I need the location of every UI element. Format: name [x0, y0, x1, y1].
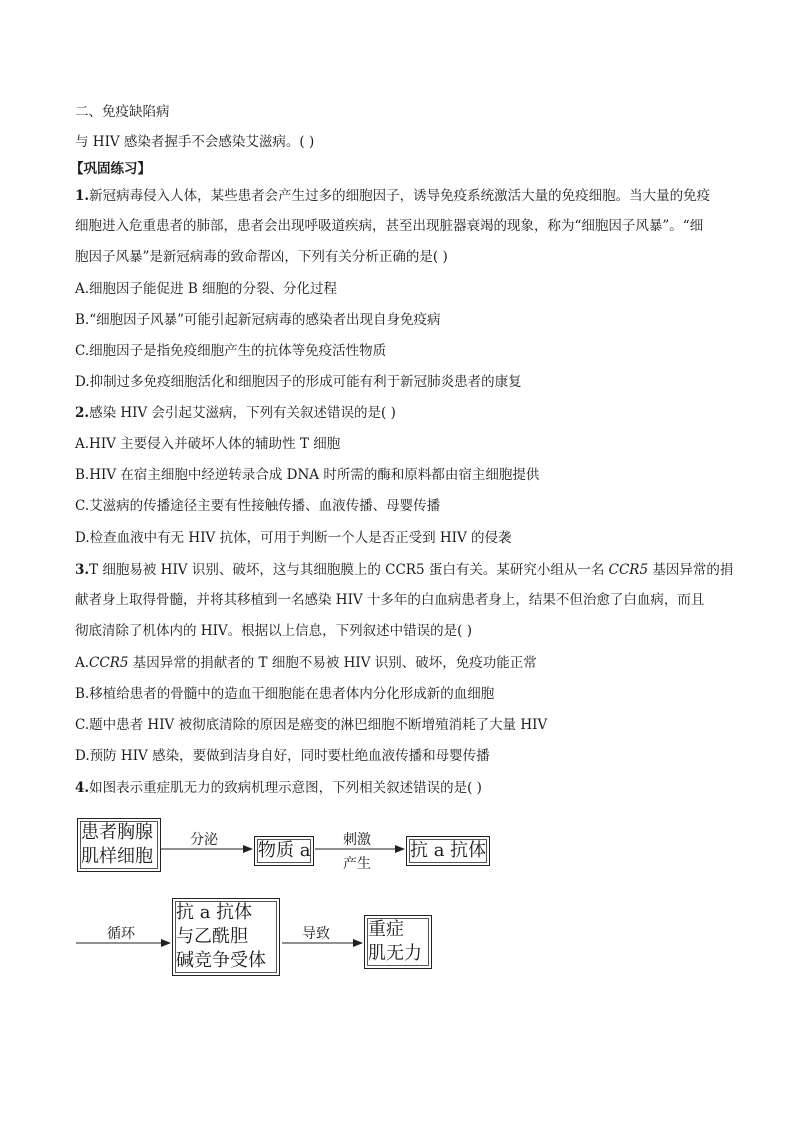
- q3-text-1a: T 细胞易被 HIV 识别、破坏，这与其细胞膜上的 CCR5 蛋白有关。某研究小组从一名: [89, 562, 609, 578]
- q2-option-c: C.艾滋病的传播途径主要有性接触传播、血液传播、母婴传播: [75, 498, 441, 514]
- q2-option-b: B.HIV 在宿主细胞中经逆转录合成 DNA 时所需的酶和原料都由宿主细胞提供: [75, 467, 540, 483]
- box-myasthenia-line2: 肌无力: [368, 943, 422, 964]
- practice-title: 【巩固练习】: [70, 161, 151, 177]
- box-thymus-cells: [77, 818, 161, 872]
- q3-number: 3.: [75, 562, 90, 578]
- q2-option-a: A.HIV 主要侵入并破坏人体的辅助性 T 细胞: [75, 436, 341, 452]
- label-produce: 产生: [343, 856, 371, 872]
- q3-gene-name: CCR5: [608, 562, 649, 578]
- box-competition: [172, 898, 280, 976]
- q3-option-a-gene: CCR5: [89, 655, 129, 671]
- q1-option-d: D.抑制过多免疫细胞活化和细胞因子的形成可能有利于新冠肺炎患者的康复: [75, 374, 522, 390]
- section-heading: 二、免疫缺陷病: [75, 104, 170, 120]
- q1-stem-line2: 细胞进入危重患者的肺部，患者会出现呼吸道疾病，甚至出现脏器衰竭的现象，称为“细胞因子风暴”。“细: [75, 218, 704, 234]
- box-myasthenia: [364, 915, 432, 969]
- q3-stem-line3: 彻底清除了机体内的 HIV。根据以上信息，下列叙述中错误的是( ): [75, 623, 472, 639]
- q3-option-c: C.题中患者 HIV 被彻底清除的原因是癌变的淋巴细胞不断增殖消耗了大量 HIV: [75, 717, 548, 733]
- q1-option-b: B.“细胞因子风暴”可能引起新冠病毒的感染者出现自身免疫病: [75, 312, 441, 328]
- judgement-statement: 与 HIV 感染者握手不会感染艾滋病。( ): [75, 134, 315, 150]
- box-substance-a: 物质 a: [254, 836, 314, 866]
- q4-text: 如图表示重症肌无力的致病机理示意图，下列相关叙述错误的是( ): [89, 780, 482, 796]
- box-thymus-cells-line1: 患者胸腺: [81, 822, 153, 843]
- q3-option-b: B.移植给患者的骨髓中的造血干细胞能在患者体内分化形成新的血细胞: [75, 686, 495, 702]
- q2-option-d: D.检查血液中有无 HIV 抗体，可用于判断一个人是否正受到 HIV 的侵袭: [75, 530, 512, 546]
- q4-number: 4.: [75, 780, 90, 796]
- q3-option-d: D.预防 HIV 感染，要做到洁身自好，同时要杜绝血液传播和母婴传播: [75, 748, 490, 764]
- q3-option-a-prefix: A.: [75, 655, 90, 671]
- q3-option-a-text: 基因异常的捐献者的 T 细胞不易被 HIV 识别、破坏，免疫功能正常: [128, 655, 537, 671]
- box-competition-line1: 抗 a 抗体: [176, 902, 253, 923]
- box-thymus-cells-line2: 肌样细胞: [81, 846, 153, 867]
- box-anti-a-antibody: 抗 a 抗体: [406, 836, 490, 866]
- q3-text-1b: 基因异常的捐: [648, 562, 734, 578]
- box-myasthenia-line1: 重症: [368, 919, 404, 940]
- box-competition-line3: 碱竞争受体: [176, 950, 266, 971]
- q2-text: 感染 HIV 会引起艾滋病，下列有关叙述错误的是( ): [89, 405, 396, 421]
- label-stimulate: 刺激: [343, 832, 371, 848]
- q1-number: 1.: [75, 188, 90, 204]
- label-cause: 导致: [302, 926, 330, 942]
- label-secrete: 分泌: [190, 832, 218, 848]
- q1-text-1: 新冠病毒侵入人体，某些患者会产生过多的细胞因子，诱导免疫系统激活大量的免疫细胞。当大量的免疫: [89, 188, 711, 204]
- q1-option-a: A.细胞因子能促进 B 细胞的分裂、分化过程: [75, 281, 338, 297]
- q2-number: 2.: [75, 405, 90, 421]
- box-competition-line2: 与乙酰胆: [176, 926, 248, 947]
- q1-option-c: C.细胞因子是指免疫细胞产生的抗体等免疫活性物质: [75, 343, 387, 359]
- label-circulate: 循环: [107, 926, 135, 942]
- q3-stem-line2: 献者身上取得骨髓，并将其移植到一名感染 HIV 十多年的白血病患者身上，结果不但治愈了白血病，而且: [75, 592, 705, 608]
- q1-stem-line3: 胞因子风暴”是新冠病毒的致命帮凶，下列有关分析正确的是( ): [75, 249, 448, 265]
